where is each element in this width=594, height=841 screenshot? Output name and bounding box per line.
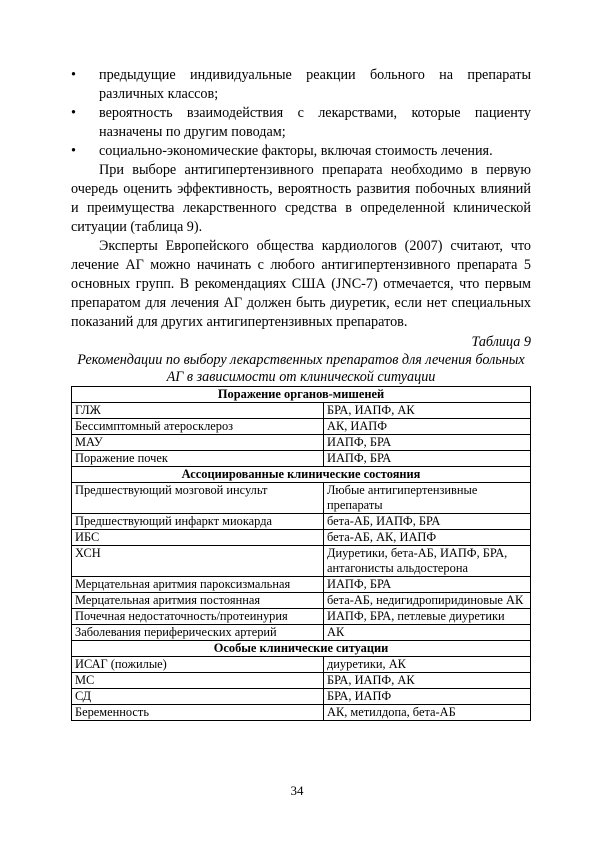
- table-title: Рекомендации по выбору лекарственных препаратов для лечения больных АГ в зависимости от клинической ситуации: [77, 352, 525, 385]
- condition-cell: Предшествующий инфаркт миокарда: [72, 514, 324, 530]
- table-row: [72, 483, 531, 514]
- condition-cell: Мерцательная аритмия пароксизмальная: [72, 577, 324, 593]
- bullet-icon: •: [71, 105, 76, 121]
- table-row: [72, 705, 531, 721]
- drugs-cell: бета-АБ, АК, ИАПФ: [324, 530, 531, 546]
- table-row: [72, 689, 531, 705]
- table-row: [72, 593, 531, 609]
- condition-cell: Поражение почек: [72, 451, 324, 467]
- drugs-cell: ИАПФ, БРА, петлевые диуретики: [324, 609, 531, 625]
- condition-cell: СД: [72, 689, 324, 705]
- drugs-cell: Любые антигипертензивные препараты: [324, 483, 531, 514]
- drugs-cell: ИАПФ, БРА: [324, 577, 531, 593]
- drugs-cell: бета-АБ, ИАПФ, БРА: [324, 514, 531, 530]
- paragraph: Эксперты Европейского общества кардиологов (2007) считают, что лечение АГ можно начинать с любого антигипертензивного препарата 5 основных групп. В рекомендациях США (JNC-7) отмечается, что первым препаратом для лечения АГ должен быть диуретик, если нет специальных показаний для других антигипертензивных препаратов.: [71, 238, 531, 330]
- table-row: [72, 403, 531, 419]
- recommendations-table: [71, 386, 531, 721]
- bullet-icon: •: [71, 143, 76, 159]
- condition-cell: Бессимптомный атеросклероз: [72, 419, 324, 435]
- drugs-cell: ИАПФ, БРА: [324, 451, 531, 467]
- table-row: [72, 577, 531, 593]
- table-row: [72, 419, 531, 435]
- drugs-cell: БРА, ИАПФ: [324, 689, 531, 705]
- drugs-cell: АК: [324, 625, 531, 641]
- table-section-heading: Ассоциированные клинические состояния: [72, 467, 531, 483]
- bullet-item: • социально-экономические факторы, включая стоимость лечения.: [71, 143, 493, 159]
- condition-cell: Заболевания периферических артерий: [72, 625, 324, 641]
- condition-cell: Беременность: [72, 705, 324, 721]
- table-row: [72, 514, 531, 530]
- paragraph: При выборе антигипертензивного препарата необходимо в первую очередь оценить эффективность, вероятность развития побочных влияний и преимущества лекарственного средства в определенной клинической ситуации (таблица 9).: [71, 162, 531, 235]
- table-label: Таблица 9: [471, 334, 531, 350]
- drugs-cell: бета-АБ, недигидропиридиновые АК: [324, 593, 531, 609]
- table-section-heading: Поражение органов-мишеней: [72, 387, 531, 403]
- bullet-item: • вероятность взаимодействия с лекарствами, которые пациенту назначены по другим поводам;: [71, 105, 531, 140]
- table-section-row: [72, 467, 531, 483]
- bullet-item: • предыдущие индивидуальные реакции больного на препараты различных классов;: [71, 67, 531, 102]
- condition-cell: МС: [72, 673, 324, 689]
- condition-cell: Предшествующий мозговой инсульт: [72, 483, 324, 514]
- condition-cell: ИБС: [72, 530, 324, 546]
- table-row: [72, 609, 531, 625]
- table-row: [72, 435, 531, 451]
- drugs-cell: Диуретики, бета-АБ, ИАПФ, БРА, антагонисты альдостерона: [324, 546, 531, 577]
- drugs-cell: БРА, ИАПФ, АК: [324, 673, 531, 689]
- condition-cell: ИСАГ (пожилые): [72, 657, 324, 673]
- condition-cell: ГЛЖ: [72, 403, 324, 419]
- bullet-list: [71, 66, 531, 161]
- table-row: [72, 625, 531, 641]
- table-row: [72, 530, 531, 546]
- page-number: 34: [290, 783, 304, 798]
- table-section-row: [72, 387, 531, 403]
- drugs-cell: БРА, ИАПФ, АК: [324, 403, 531, 419]
- condition-cell: Почечная недостаточность/протеинурия: [72, 609, 324, 625]
- drugs-cell: диуретики, АК: [324, 657, 531, 673]
- table-row: [72, 657, 531, 673]
- condition-cell: ХСН: [72, 546, 324, 577]
- drugs-cell: АК, ИАПФ: [324, 419, 531, 435]
- table-row: [72, 451, 531, 467]
- table-row: [72, 673, 531, 689]
- condition-cell: Мерцательная аритмия постоянная: [72, 593, 324, 609]
- drugs-cell: АК, метилдопа, бета-АБ: [324, 705, 531, 721]
- table-section-heading: Особые клинические ситуации: [72, 641, 531, 657]
- drugs-cell: ИАПФ, БРА: [324, 435, 531, 451]
- table-row: [72, 546, 531, 577]
- bullet-icon: •: [71, 67, 76, 83]
- table-section-row: [72, 641, 531, 657]
- condition-cell: МАУ: [72, 435, 324, 451]
- page-content: [71, 66, 531, 721]
